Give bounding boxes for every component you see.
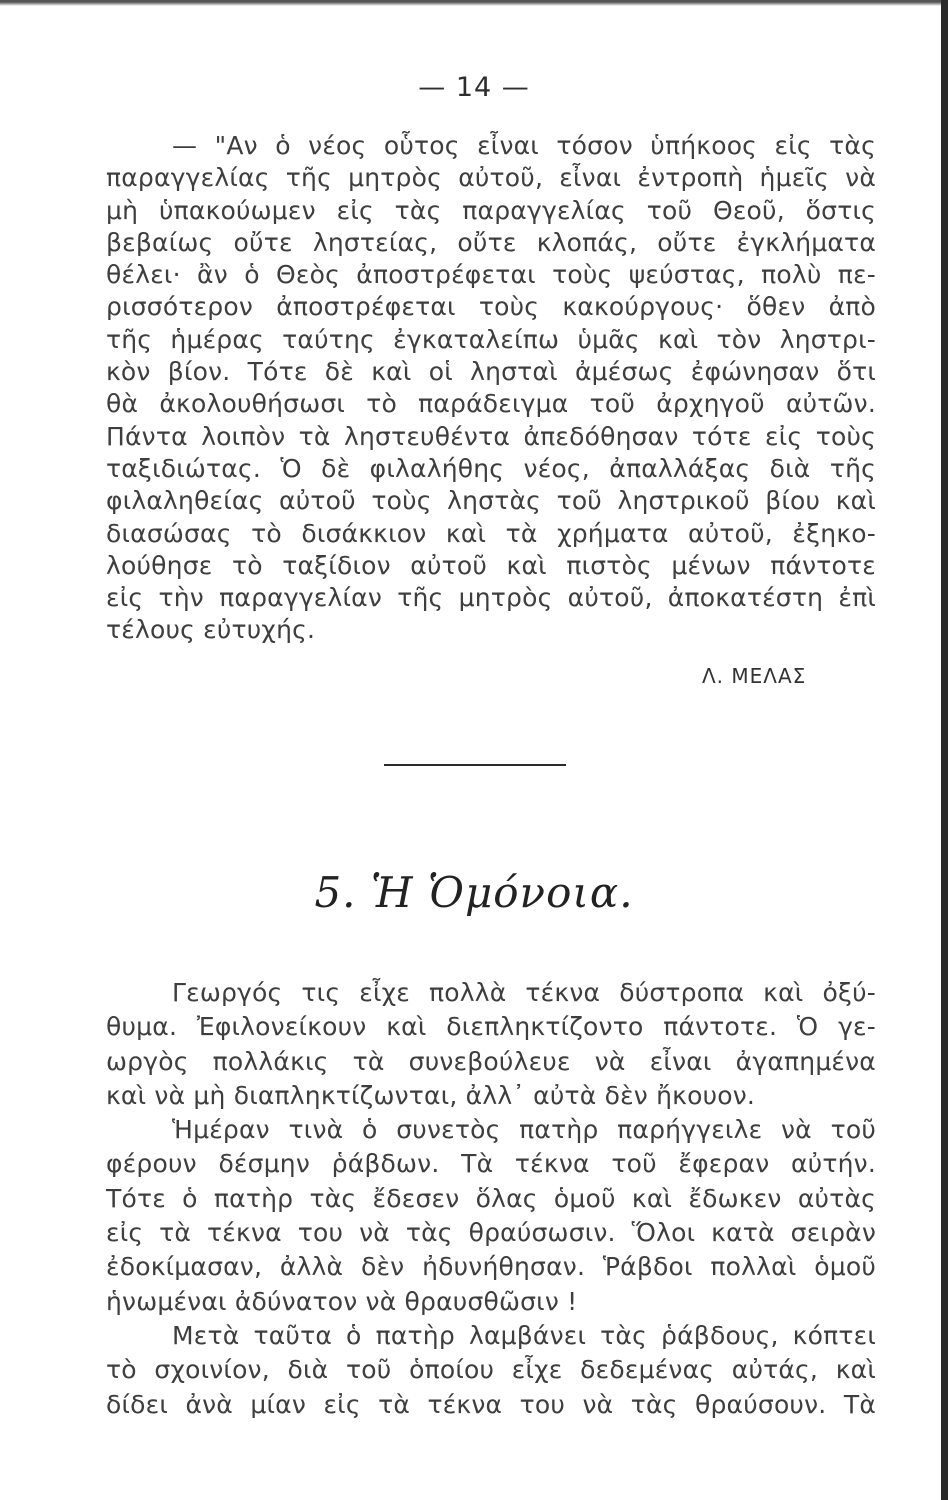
text-line: τὸ σχοινίον, διὰ τοῦ ὁποίου εἶχε δεδεμένας αὐτάς, καὶ [106,1355,876,1385]
text-line: ἡνωμέναι ἀδύνατον νὰ θραυσθῶσιν ! [106,1286,578,1316]
story-one-text [106,130,876,647]
text-line: εἰς τὴν παραγγελίαν τῆς μητρὸς αὐτοῦ, ἀποκατέστη ἐπὶ [106,583,876,613]
text-line: — "Αν ὁ νέος οὗτος εἶναι τόσον ὑπήκοος εἰς τὰς [172,131,876,160]
text-line: διασώσας τὸ δισάκκιον καὶ τὰ χρήματα αὐτοῦ, ἐξηκο- [106,518,876,548]
page-number: — 14 — [418,72,530,103]
text-line: τέλους εὐτυχής. [106,615,316,645]
text-line: Μετὰ ταῦτα ὁ πατὴρ λαμβάνει τὰς ῥάβδους, κόπτει [172,1320,876,1350]
text-line: λούθησε τὸ ταξίδιον αὐτοῦ καὶ πιστὸς μένων πάντοτε [106,550,876,580]
text-line: Πάντα λοιπὸν τὰ ληστευθέντα ἀπεδόθησαν τότε εἰς τοὺς [106,421,876,451]
text-line: δίδει ἀνὰ μίαν εἰς τὰ τέκνα του νὰ τὰς θραύσουν. Τὰ [106,1389,876,1419]
text-line: Τότε ὁ πατὴρ τὰς ἔδεσεν ὅλας ὁμοῦ καὶ ἔδωκεν αὐτὰς [106,1183,876,1213]
text-line: Γεωργός τις εἶχε πολλὰ τέκνα δύστροπα καὶ ὀξύ- [172,978,876,1007]
text-line: Ἡμέραν τινὰ ὁ συνετὸς πατὴρ παρήγγειλε νὰ τοῦ [172,1115,876,1145]
text-line: τῆς ἡμέρας ταύτης ἐγκαταλείπω ὑμᾶς καὶ τὸν ληστρι- [106,324,876,354]
text-line: θυμα. Ἐφιλονείκουν καὶ διεπληκτίζοντο πάντοτε. Ὁ γε- [106,1012,876,1042]
text-line: φέρουν δέσμην ῥάβδων. Τὰ τέκνα τοῦ ἔφεραν αὐτήν. [106,1149,876,1179]
author-signature: Λ. ΜΕΛΑΣ [702,664,807,688]
section-heading: 5. Ἡ Ὁμόνοια. [314,868,634,917]
text-line: παραγγελίας τῆς μητρὸς αὐτοῦ, εἶναι ἐντροπὴ ἡμεῖς νὰ [106,163,876,193]
text-line: μὴ ὑπακούωμεν εἰς τὰς παραγγελίας τοῦ Θεοῦ, ὅστις [106,195,876,225]
text-line: καὶ νὰ μὴ διαπληκτίζωνται, ἀλλ᾽ αὐτὰ δὲν ἤκουον. [106,1080,756,1110]
text-line: θὰ ἀκολουθήσωσι τὸ παράδειγμα τοῦ ἀρχηγοῦ αὐτῶν. [106,389,876,419]
text-line: εἰς τὰ τέκνα του νὰ τὰς θραύσωσιν. Ὅλοι κατὰ σειρὰν [106,1218,876,1248]
scan-top-edge [0,0,948,6]
story-two-text [106,976,876,1422]
text-line: βεβαίως οὔτε ληστείας, οὔτε κλοπάς, οὔτε ἐγκλήματα [106,227,876,257]
text-line: θέλει· ἂν ὁ Θεὸς ἀποστρέφεται τοὺς ψεύστας, πολὺ πε- [106,260,876,290]
text-line: ωργὸς πολλάκις τὰ συνεβούλευε νὰ εἶναι ἀγαπημένα [106,1046,876,1076]
text-line: ταξιδιώτας. Ὁ δὲ φιλαλήθης νέος, ἀπαλλάξας διὰ τῆς [106,453,876,483]
text-line: φιλαληθείας αὐτοῦ τοὺς ληστὰς τοῦ ληστρικοῦ βίου καὶ [106,486,876,516]
text-line: ρισσότερον ἀποστρέφεται τοὺς κακούργους· ὅθεν ἀπὸ [106,292,876,322]
scan-right-edge [941,0,948,1500]
text-line: ἐδοκίμασαν, ἀλλὰ δὲν ἠδυνήθησαν. Ῥάβδοι πολλαὶ ὁμοῦ [106,1252,876,1282]
section-divider [384,764,566,766]
text-line: κὸν βίον. Τότε δὲ καὶ οἱ λησταὶ ἀμέσως ἐφώνησαν ὅτι [106,357,876,387]
